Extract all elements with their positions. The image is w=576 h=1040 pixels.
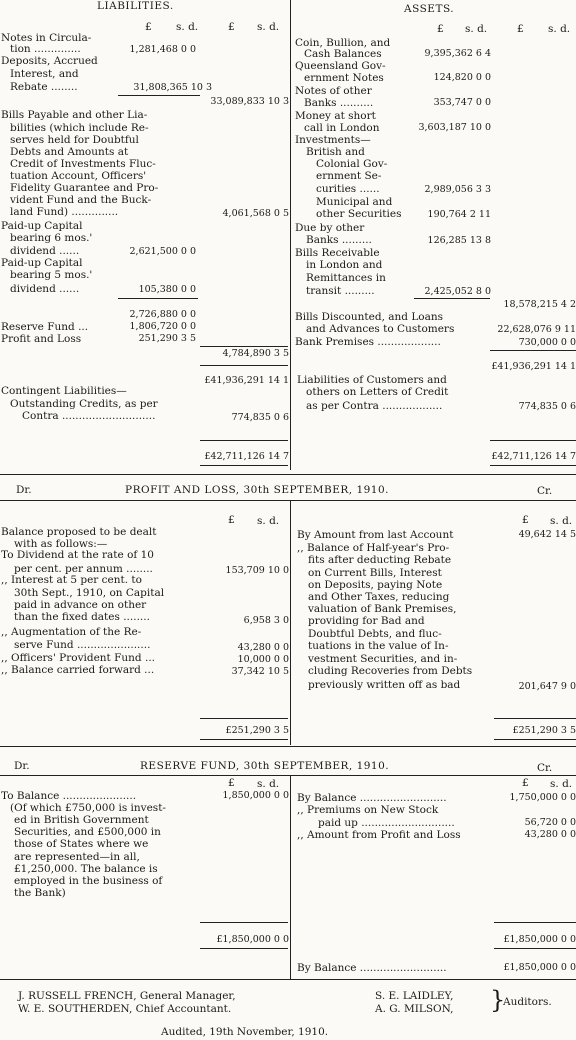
rf-right-balance-amount: 1,750,000 0 0: [509, 792, 576, 803]
asset-inv-label-3: Colonial Gov-: [316, 158, 388, 170]
auditors-label: Auditors.: [503, 996, 552, 1008]
liab-paidup5-label-1: Paid-up Capital: [1, 257, 83, 269]
liab-pl-label: Profit and Loss: [1, 333, 82, 345]
liab-notes-amount: 1,281,468 0 0: [129, 44, 196, 55]
rule: [200, 465, 288, 466]
pl-right-line-3: fits after deducting Rebate: [308, 554, 452, 566]
pl-balance-amount: 37,342 10 5: [231, 666, 289, 677]
asset-grand-total: £42,711,126 14 7: [491, 451, 576, 462]
rule: [200, 948, 288, 949]
rf-left-line-9: the Bank): [14, 887, 66, 899]
asset-coin-label-1: Coin, Bullion, and: [295, 37, 391, 49]
pl-right-col-pound: £: [522, 514, 529, 526]
pl-left-line-4: per cent. per annum ........: [14, 563, 153, 575]
liab-bills-label-5: Credit of Investments Fluc-: [10, 158, 156, 170]
asset-due-label-1: Due by other: [295, 222, 365, 234]
liab-bills-label-1: Bills Payable and other Lia-: [1, 109, 148, 121]
asset-col-pound-1: £: [437, 23, 444, 35]
rule: [200, 922, 288, 923]
pl-right-line-11: vestment Securities, and in-: [308, 653, 458, 665]
liab-pl-amount: 251,290 3 5: [138, 333, 196, 344]
pl-right-line-2: ,, Balance of Half-year's Pro-: [297, 542, 450, 554]
rf-cr-label: Cr.: [537, 762, 553, 774]
asset-coin-label-2: Cash Balances: [304, 48, 382, 60]
asset-due-label-2: Banks .........: [306, 234, 372, 246]
asset-prem-label: Bank Premises ...................: [295, 336, 441, 348]
rf-right-line-3: paid up ............................: [318, 817, 455, 829]
section-rule: [0, 500, 576, 501]
rf-right-total: £1,850,000 0 0: [503, 934, 576, 945]
pl-left-line-2: with as follows:—: [14, 538, 108, 550]
pl-title: PROFIT AND LOSS, 30th SEPTEMBER, 1910.: [125, 484, 390, 496]
rf-right-line-1: By Balance ..........................: [297, 792, 447, 804]
rf-dr-label: Dr.: [14, 760, 30, 772]
rf-right-col-sd: s. d.: [550, 778, 573, 790]
rule: [494, 739, 576, 740]
pl-right-line-8: providing for Bad and: [308, 615, 425, 627]
liab-bills-label-2: bilities (which include Re-: [10, 122, 149, 134]
rf-left-line-1: To Balance ......................: [1, 790, 137, 802]
liab-deposits-amount: 31,808,365 10 3: [133, 82, 212, 93]
asset-prem-amount: 730,000 0 0: [518, 337, 576, 348]
pl-left-line-9: ,, Augmentation of the Re-: [1, 626, 142, 638]
rf-right-line-2: ,, Premiums on New Stock: [297, 804, 439, 816]
liab-grand-total: £42,711,126 14 7: [204, 451, 289, 462]
section-rule: [0, 474, 576, 475]
asset-col-pound-2: £: [517, 23, 524, 35]
pl-cr-label: Cr.: [537, 485, 553, 497]
rule: [414, 298, 490, 299]
asset-qld-label-2: ernment Notes: [304, 72, 384, 84]
asset-bills-label-2: in London and: [306, 259, 383, 271]
asset-inv-label-1: Investments—: [295, 134, 371, 146]
rf-left-line-2: (Of which £750,000 is invest-: [10, 802, 166, 814]
rf-left-total: £1,850,000 0 0: [216, 934, 289, 945]
rule: [200, 365, 288, 366]
asset-muni-label-1: Municipal and: [316, 196, 393, 208]
rule: [200, 718, 288, 719]
asset-money-label-2: call in London: [304, 122, 380, 134]
rf-left-col-pound: £: [228, 777, 235, 789]
rule: [118, 95, 200, 96]
rf-right-line-5: By Balance ..........................: [297, 962, 447, 974]
pl-right-line-12: cluding Recoveries from Debts: [308, 665, 473, 677]
liab-notes-label-2: tion ..............: [10, 43, 81, 55]
liabilities-title: LIABILITIES.: [97, 0, 174, 12]
asset-liab-label-3: as per Contra ..................: [306, 400, 443, 412]
rf-left-line-3: ed in British Government: [14, 814, 149, 826]
rf-pl-amount: 43,280 0 0: [524, 829, 576, 840]
asset-col-sd-1: s. d.: [465, 23, 488, 35]
chief-accountant-signature: W. E. SOUTHERDEN, Chief Accountant.: [18, 1003, 232, 1015]
asset-muni-amount: 190,764 2 11: [427, 209, 491, 220]
balance-sheet-divider: [290, 0, 291, 470]
liab-contingent-label-3: Contra ............................: [22, 410, 156, 422]
pl-left-total: £251,290 3 5: [225, 725, 289, 736]
asset-muni-label-2: other Securities: [316, 208, 402, 220]
pl-right-line-13: previously written off as bad: [308, 679, 461, 691]
asset-bills-label-1: Bills Receivable: [295, 247, 380, 259]
rule: [200, 739, 288, 740]
asset-notes-label-2: Banks ..........: [304, 97, 374, 109]
asset-due-amount: 126,285 13 8: [427, 235, 491, 246]
pl-left-line-5: ,, Interest at 5 per cent. to: [1, 574, 142, 586]
rule: [494, 718, 576, 719]
asset-inv-label-2: British and: [306, 146, 365, 158]
pl-interest-amount: 6,958 3 0: [243, 615, 289, 626]
liab-paidup5-amount: 105,380 0 0: [138, 284, 196, 295]
liab-paidup6-label-1: Paid-up Capital: [1, 220, 83, 232]
liab-contingent-amount: 774,835 0 6: [231, 412, 289, 423]
pl-left-line-11: ,, Officers' Provident Fund ...: [1, 652, 155, 664]
liab-col-pound-2: £: [228, 21, 235, 33]
rule: [494, 948, 576, 949]
asset-bills-label-3: Remittances in: [306, 272, 386, 284]
liab-subtotal-2: 4,784,890 3 5: [222, 348, 289, 359]
liab-bills-label-8: vident Fund and the Buck-: [10, 194, 152, 206]
asset-notes-label-1: Notes of other: [295, 85, 372, 97]
pl-left-line-12: ,, Balance carried forward ...: [1, 664, 155, 676]
pl-divider: [290, 501, 291, 745]
pl-right-total: £251,290 3 5: [512, 725, 576, 736]
liab-notes-label-1: Notes in Circula-: [1, 32, 92, 44]
liab-col-pound-1: £: [145, 21, 152, 33]
auditor-1-signature: S. E. LAIDLEY,: [375, 990, 454, 1002]
rule: [494, 922, 576, 923]
liab-paidup6-label-3: dividend ......: [10, 245, 80, 257]
rf-left-col-sd: s. d.: [257, 778, 280, 790]
asset-subtotal-1: 18,578,215 4 2: [503, 299, 576, 310]
rule: [490, 440, 576, 441]
rf-premiums-amount: 56,720 0 0: [524, 817, 576, 828]
liab-bills-label-9: land Fund) ..............: [10, 206, 119, 218]
asset-disc-label-1: Bills Discounted, and Loans: [295, 311, 444, 323]
pl-left-col-sd: s. d.: [257, 515, 280, 527]
asset-bills-amount: 2,425,052 8 0: [424, 286, 491, 297]
asset-disc-amount: 22,628,076 9 11: [497, 324, 576, 335]
section-rule: [0, 979, 576, 980]
pl-left-col-pound: £: [228, 514, 235, 526]
asset-money-amount: 3,603,187 10 0: [418, 122, 491, 133]
audited-date: Audited, 19th November, 1910.: [161, 1026, 329, 1038]
liab-paidup5-label-3: dividend ......: [10, 283, 80, 295]
pl-left-line-6: 30th Sept., 1910, on Capital: [14, 587, 165, 599]
rf-carried-balance-amount: £1,850,000 0 0: [503, 962, 576, 973]
asset-qld-label-1: Queensland Gov-: [295, 60, 386, 72]
pl-dr-label: Dr.: [16, 484, 32, 496]
pl-left-line-10: serve Fund ......................: [14, 639, 151, 651]
general-manager-signature: J. RUSSELL FRENCH, General Manager,: [18, 990, 236, 1002]
rf-left-line-8: employed in the business of: [14, 875, 163, 887]
asset-col-sd-2: s. d.: [548, 23, 571, 35]
asset-bills-label-4: transit .........: [306, 285, 375, 297]
liab-col-sd-2: s. d.: [257, 21, 280, 33]
rf-divider: [290, 776, 291, 980]
rule: [490, 350, 576, 351]
rf-left-balance-amount: 1,850,000 0 0: [222, 790, 289, 801]
liab-deposits-label-1: Deposits, Accrued: [1, 55, 98, 67]
pl-right-line-10: tuations in the value of In-: [308, 640, 449, 652]
asset-liab-label-2: others on Letters of Credit: [306, 386, 449, 398]
liab-deposits-label-3: Rebate ........: [10, 81, 78, 93]
auditors-brace: }: [490, 986, 506, 1014]
pl-dividend-amount: 153,709 10 0: [225, 565, 289, 576]
rf-right-line-4: ,, Amount from Profit and Loss: [297, 829, 461, 841]
pl-left-line-1: Balance proposed to be dealt: [1, 526, 157, 538]
asset-inv-label-5: curities ......: [316, 183, 380, 195]
rule: [118, 298, 198, 299]
pl-right-col-sd: s. d.: [550, 515, 573, 527]
liab-bills-label-4: Debts and Amounts at: [10, 146, 129, 158]
asset-liab-amount: 774,835 0 6: [518, 401, 576, 412]
liab-contingent-label-1: Contingent Liabilities—: [1, 385, 127, 397]
asset-qld-amount: 124,820 0 0: [433, 72, 491, 83]
liab-col-sd-1: s. d.: [176, 21, 199, 33]
pl-right-line-1: By Amount from last Account: [297, 529, 454, 541]
pl-provident-amount: 10,000 0 0: [237, 654, 289, 665]
pl-left-line-8: than the fixed dates ........: [14, 611, 150, 623]
liab-paidup6-label-2: bearing 6 mos.': [10, 232, 93, 244]
pl-half-year-amount: 201,647 9 0: [518, 681, 576, 692]
asset-inv-amount: 2,989,056 3 3: [424, 184, 491, 195]
liab-bills-label-7: Fidelity Guarantee and Pro-: [10, 182, 159, 194]
section-rule: [0, 775, 576, 776]
pl-right-line-6: and Other Taxes, reducing: [308, 591, 450, 603]
asset-liab-label-1: Liabilities of Customers and: [297, 374, 447, 386]
liab-paidup6-amount: 2,621,500 0 0: [129, 246, 196, 257]
rule: [200, 346, 288, 347]
pl-left-line-3: To Dividend at the rate of 10: [1, 549, 154, 561]
liab-reserve-label: Reserve Fund ...: [1, 321, 89, 333]
rf-left-line-5: those of States where we: [14, 838, 149, 850]
rf-left-line-4: Securities, and £500,000 in: [14, 826, 161, 838]
asset-notes-amount: 353,747 0 0: [433, 97, 491, 108]
pl-last-account-amount: 49,642 14 5: [518, 529, 576, 540]
rf-left-line-6: are represented—in all,: [14, 851, 140, 863]
rf-title: RESERVE FUND, 30th SEPTEMBER, 1910.: [140, 760, 390, 772]
liab-deposits-label-2: Interest, and: [10, 68, 79, 80]
asset-total: £41,936,291 14 1: [491, 361, 576, 372]
liab-reserve-amount: 1,806,720 0 0: [129, 321, 196, 332]
asset-coin-amount: 9,395,362 6 4: [424, 48, 491, 59]
liab-total: £41,936,291 14 1: [204, 375, 289, 386]
rule: [490, 465, 576, 466]
pl-reserve-amount: 43,280 0 0: [237, 642, 289, 653]
pl-right-line-5: on Deposits, paying Note: [308, 579, 443, 591]
liab-bills-label-6: tuation Account, Officers': [10, 170, 147, 182]
liab-bills-amount: 4,061,568 0 5: [222, 208, 289, 219]
section-rule: [0, 746, 576, 747]
liab-bills-label-3: serves held for Doubtful: [10, 134, 139, 146]
pl-right-line-4: on Current Bills, Interest: [308, 567, 442, 579]
asset-disc-label-2: and Advances to Customers: [306, 323, 455, 335]
rf-left-line-7: £1,250,000. The balance is: [14, 863, 158, 875]
asset-money-label-1: Money at short: [295, 110, 376, 122]
rf-right-col-pound: £: [522, 777, 529, 789]
liab-capital-total: 2,726,880 0 0: [129, 309, 196, 320]
pl-right-line-9: Doubtful Debts, and fluc-: [308, 628, 442, 640]
asset-inv-label-4: ernment Se-: [316, 170, 382, 182]
assets-title: ASSETS.: [404, 3, 455, 15]
pl-right-line-7: valuation of Bank Premises,: [308, 603, 457, 615]
liab-subtotal-1: 33,089,833 10 3: [210, 96, 289, 107]
auditor-2-signature: A. G. MILSON,: [375, 1003, 454, 1015]
pl-left-line-7: paid in advance on other: [14, 599, 147, 611]
rule: [200, 440, 288, 441]
liab-contingent-label-2: Outstanding Credits, as per: [10, 398, 158, 410]
liab-paidup5-label-2: bearing 5 mos.': [10, 269, 93, 281]
